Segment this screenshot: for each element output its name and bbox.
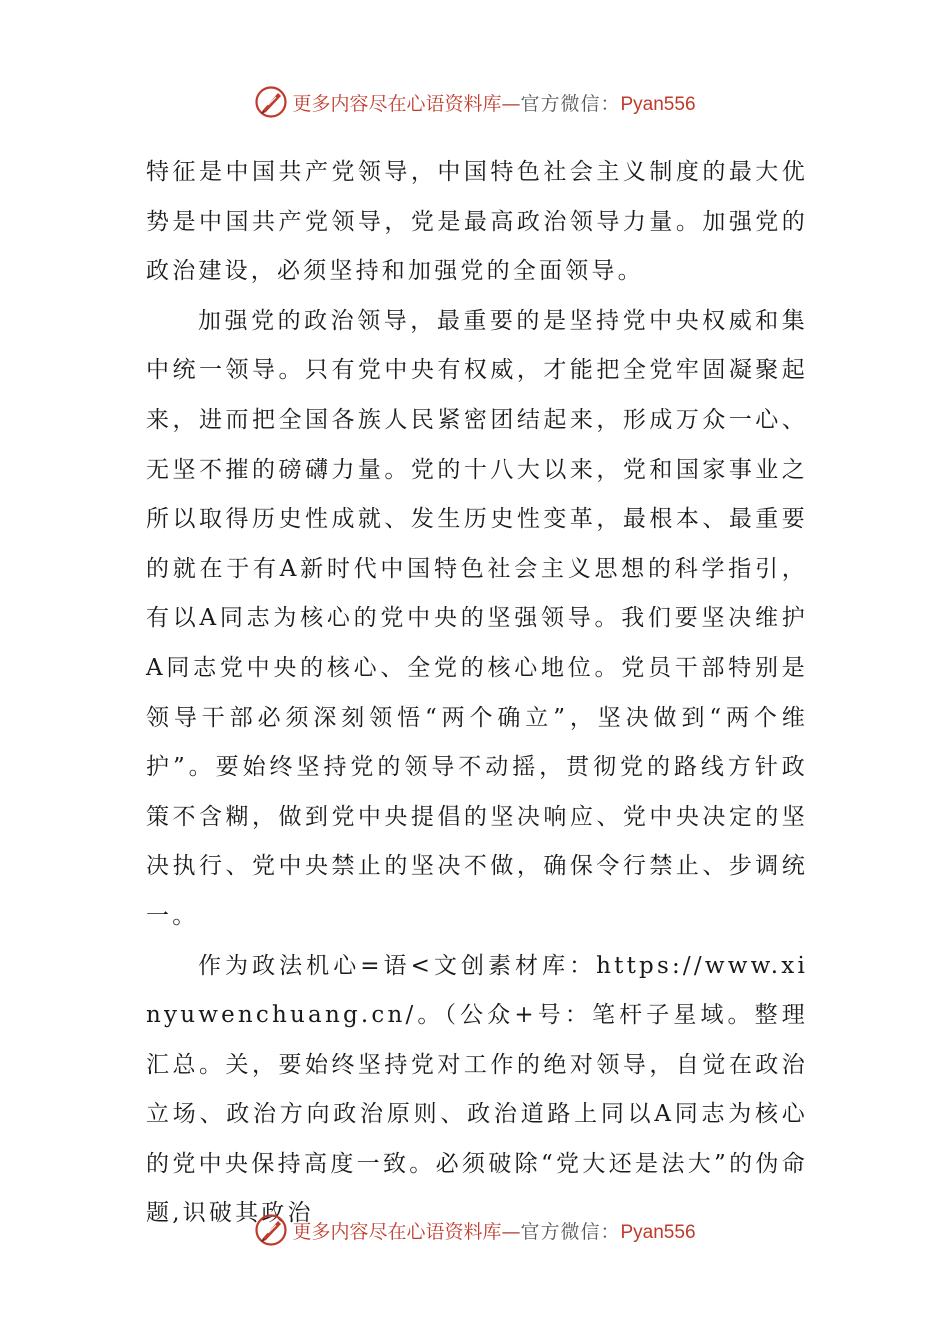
banner-dash: — — [501, 1220, 521, 1243]
banner-text — [292, 89, 695, 116]
header-banner — [0, 82, 950, 122]
quill-logo-icon — [254, 85, 288, 119]
banner-wechat-label: 官方微信： — [520, 1220, 621, 1243]
banner-wechat-id: Pyan556 — [620, 1221, 696, 1243]
paragraph-3: 作为政法机心=语<文创素材库：https://www.xinyuwenchuang.cn/。（公众+号：笔杆子星域。整理汇总。关，要始终坚持党对工作的绝对领导，自觉在政治立场、政治方向政治原则、政治道路上同以A同志为核心的党中央保持高度一致。必须破除“党大还是法大”的伪命题,识破其政治 — [146, 952, 808, 1227]
quill-logo-icon — [254, 1213, 288, 1247]
document-body — [146, 148, 808, 1239]
paragraph-2: 加强党的政治领导，最重要的是坚持党中央权威和集中统一领导。只有党中央有权威，才能把全党牢固凝聚起来，进而把全国各族人民紧密团结起来，形成万众一心、无坚不摧的磅礴力量。党的十八大以来，党和国家事业之所以取得历史性成就、发生历史性变革，最根本、最重要的就在于有A新时代中国特色社会主义思想的科学指引，有以A同志为核心的党中央的坚强领导。我们要坚决维护A同志党中央的核心、全党的核心地位。党员干部特别是领导干部必须深刻领悟“两个确立”，坚决做到“两个维护”。要始终坚持党的领导不动摇，贯彻党的路线方针政策不含糊，做到党中央提倡的坚决响应、党中央决定的坚决执行、党中央禁止的坚决不做，确保令行禁止、步调统一。 — [146, 307, 808, 929]
banner-text — [292, 1217, 695, 1244]
banner-site-name: 更多内容尽在心语资料库 — [292, 1220, 502, 1243]
paragraph-1: 特征是中国共产党领导，中国特色社会主义制度的最大优势是中国共产党领导，党是最高政治领导力量。加强党的政治建设，必须坚持和加强党的全面领导。 — [146, 159, 808, 285]
banner-wechat-label: 官方微信： — [520, 92, 621, 115]
banner-wechat-id: Pyan556 — [620, 93, 696, 115]
banner-dash: — — [501, 92, 521, 115]
footer-banner — [0, 1210, 950, 1250]
banner-site-name: 更多内容尽在心语资料库 — [292, 92, 502, 115]
